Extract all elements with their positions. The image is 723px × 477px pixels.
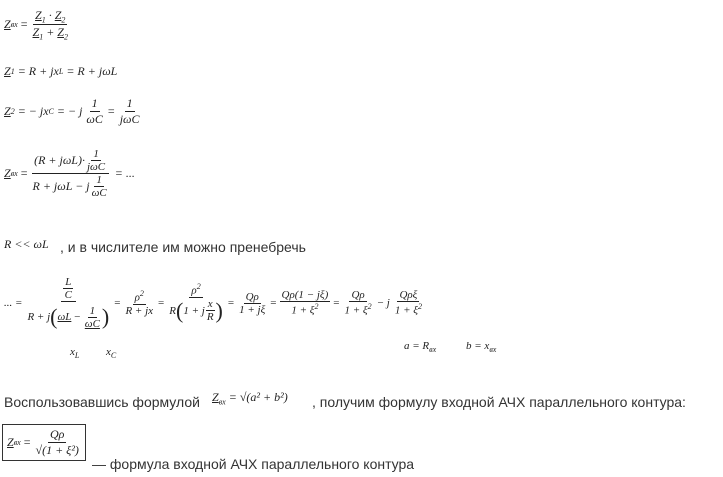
use-formula-text: Воспользовавшись формулой bbox=[4, 394, 200, 410]
formula-zin-definition: Z вх = $\frac{Z_1 \cdot Z_2}{Z_1 + Z_2}$ bbox=[4, 8, 68, 42]
b-label: $b = x_{вх}$ bbox=[466, 340, 497, 355]
get-formula-text: , получим формулу входной АЧХ параллельного контура: bbox=[312, 394, 686, 410]
modulus-formula: $Z_{вх} = √(a^2 + b^2)$ bbox=[212, 390, 288, 407]
condition-formula: R << ωL bbox=[4, 237, 49, 251]
xc-label: $x_C$ bbox=[106, 346, 117, 361]
fraction: $\frac{Z_1 \cdot Z_2}{Z_1 + Z_2}$ bbox=[32, 8, 68, 42]
formula-zin-expanded: Z вх = (R + jωL)· $\frac{1}{\text{jωC}}$ R + jωL − j $\frac{1}{\omega C}$ = ... bbox=[4, 148, 135, 199]
zin-sub: вх bbox=[10, 20, 18, 30]
formula-z2: Z 2 = − jx C = − j $\frac{1}{\omega C}$ = $\frac{1}{\text{jωC}}$ bbox=[4, 96, 140, 126]
formula-z1: Z 1 = R + jx L = R + jωL bbox=[4, 64, 118, 78]
condition-text: , и в числителе им можно пренебречь bbox=[60, 239, 306, 255]
xl-label: $x_L$ bbox=[70, 346, 80, 361]
formula-expansion-chain: ... = $\frac{L}{C}$ R + j ( ωL − $\frac{1}{\omega C}$ ) = $\frac{\rho^2}{R + jx}$ = $\rho^2$ R ( 1 + j $\frac{x}{R}$ ) = $\frac{Q\rho}{1 + j\xi}$ = $\frac{Q\rho(1 - j\xi)}{1 + \xi^2}$ = $\frac{Q\rho}{1 + \xi^2}$ − j $\frac{\text{Qρξ}}{1 + \xi^2}$ bbox=[4, 276, 422, 330]
a-label: $a = R_{вх}$ bbox=[404, 340, 437, 355]
caption-text: — формула входной АЧХ параллельного контура bbox=[92, 456, 415, 472]
zin-symbol: Z bbox=[4, 17, 11, 32]
final-formula-box: Z вх = $\frac{Q\rho}{\text{√(1 + ξ²)}}$ bbox=[2, 424, 86, 461]
